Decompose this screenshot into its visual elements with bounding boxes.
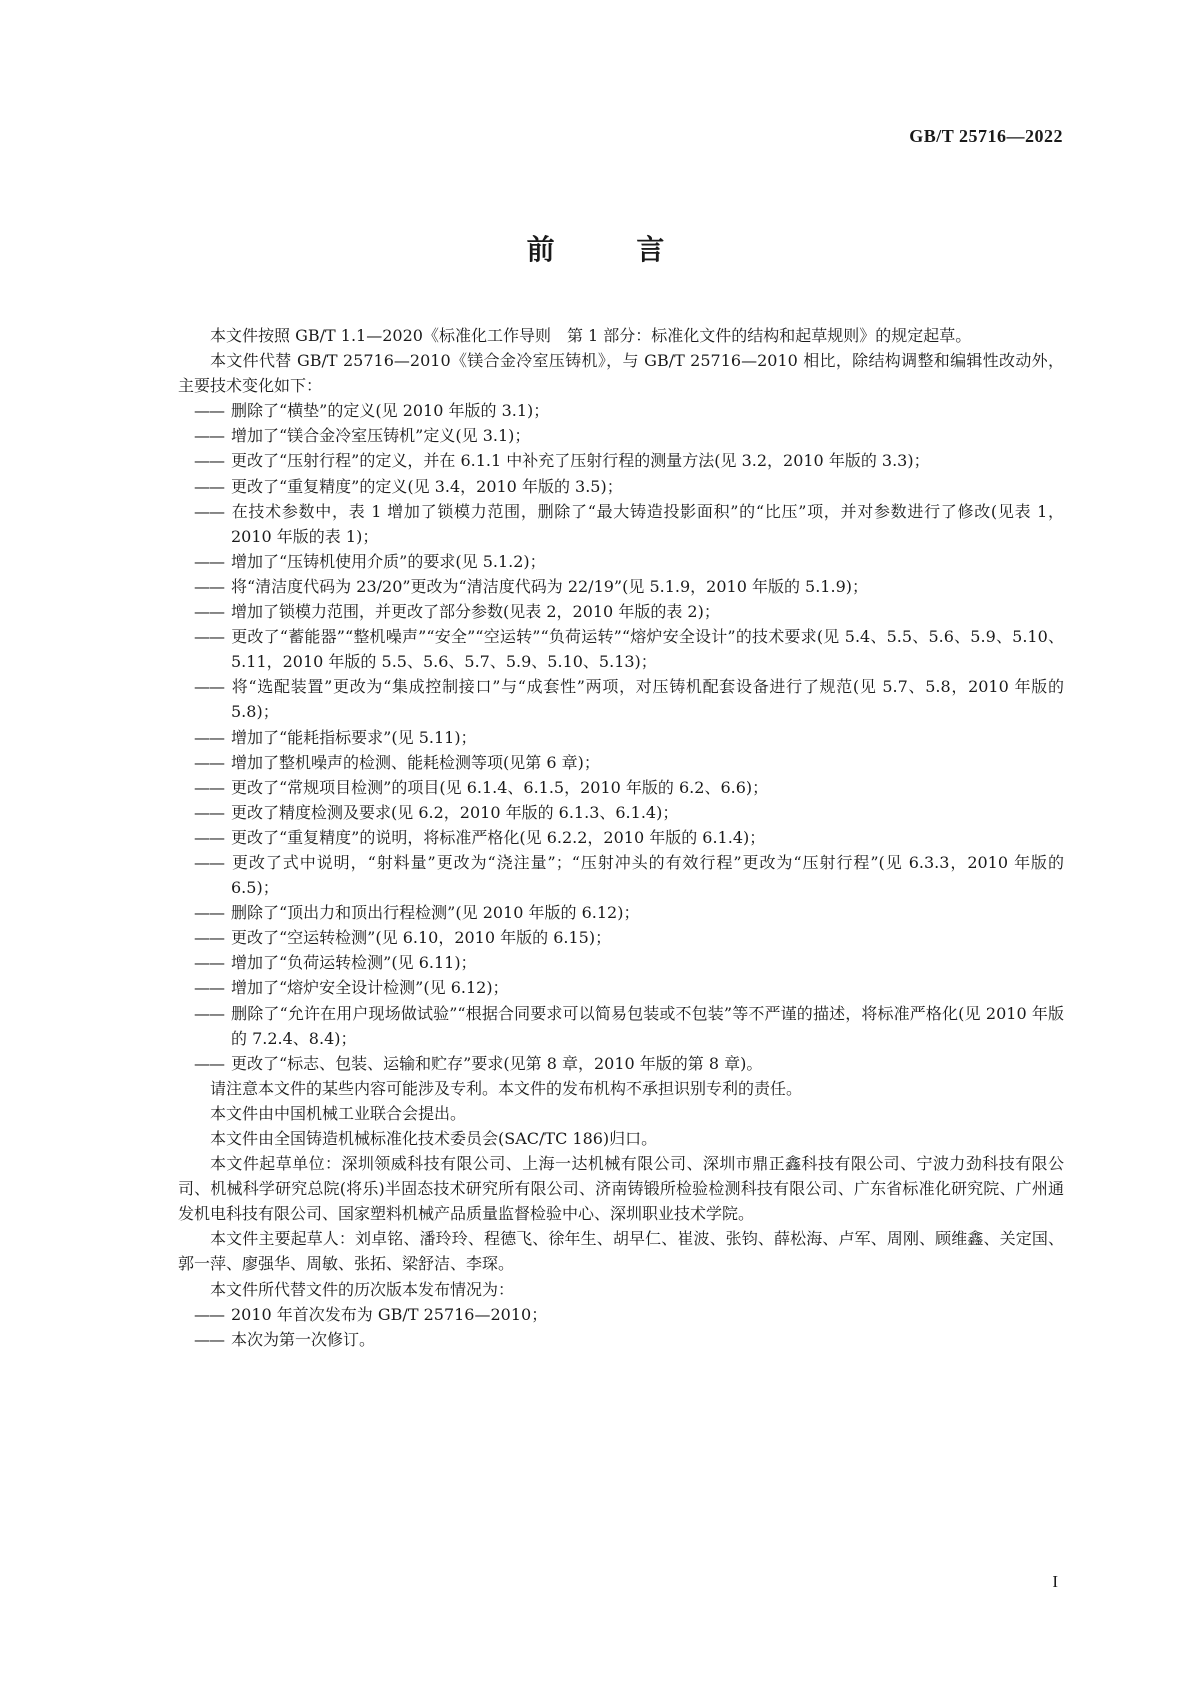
list-item: —— 增加了“熔炉安全设计检测”(见 6.12)； <box>194 975 1064 1000</box>
paragraph: 本文件按照 GB/T 1.1—2020《标准化工作导则 第 1 部分：标准化文件的结构和起草规则》的规定起草。 <box>210 326 972 345</box>
dash-marker: —— <box>194 752 224 772</box>
dash-marker: —— <box>194 1329 224 1349</box>
dash-marker: —— <box>194 1003 224 1023</box>
list-item: —— 更改了“常规项目检测”的项目(见 6.1.4、6.1.5，2010 年版的 6.2、6.6)； <box>194 775 1064 800</box>
list-item: —— 更改了“空运转检测”(见 6.10，2010 年版的 6.15)； <box>194 925 1064 950</box>
list-item: —— 增加了“能耗指标要求”(见 5.11)； <box>194 725 1064 750</box>
list-item: —— 更改了“蓄能器”“整机噪声”“安全”“空运转”“负荷运转”“熔炉安全设计”的技术要求(见 5.4、5.5、5.6、5.9、5.10、5.11，2010 年版的 5.5、5.6、5.7、5.9、5.10、5.13)； <box>194 624 1064 674</box>
paragraph: 本文件所代替文件的历次版本发布情况为： <box>210 1279 515 1299</box>
dash-marker: —— <box>194 627 224 647</box>
paragraph: 请注意本文件的某些内容可能涉及专利。本文件的发布机构不承担识别专利的责任。 <box>210 1078 803 1098</box>
list-item: —— 更改了式中说明，“射料量”更改为“浇注量”；“压射冲头的有效行程”更改为“压射行程”(见 6.3.3，2010 年版的 6.5)； <box>194 850 1064 900</box>
page-number: I <box>1052 1572 1058 1591</box>
dash-marker: —— <box>194 1304 224 1324</box>
list-item: —— 更改了“标志、包装、运输和贮存”要求(见第 8 章，2010 年版的第 8 章)。 <box>194 1051 1064 1076</box>
paragraph: 本文件代替 GB/T 25716—2010《镁合金冷室压铸机》，与 GB/T 25716—2010 相比，除结构调整和编辑性改动外，主要技术变化如下： <box>178 351 1064 396</box>
list-item: —— 本次为第一次修订。 <box>194 1327 1064 1352</box>
list-item: —— 更改了“重复精度”的说明，将标准严格化(见 6.2.2，2010 年版的 6.1.4)； <box>194 825 1064 850</box>
list-item: —— 增加了整机噪声的检测、能耗检测等项(见第 6 章)； <box>194 750 1064 775</box>
dash-marker: —— <box>194 978 224 998</box>
dash-marker: —— <box>194 928 224 948</box>
dash-marker: —— <box>194 1053 224 1073</box>
paragraph: 本文件主要起草人：刘卓铭、潘玲玲、程德飞、徐年生、胡早仁、崔波、张钧、薛松海、卢军、周刚、顾维鑫、关定国、郭一萍、廖强华、周敏、张拓、梁舒洁、李琛。 <box>178 1229 1064 1274</box>
list-item: —— 删除了“允许在用户现场做试验”“根据合同要求可以简易包装或不包装”等不严谨的描述，将标准严格化(见 2010 年版的 7.2.4、8.4)； <box>194 1001 1064 1051</box>
dash-marker: —— <box>194 827 224 847</box>
dash-marker: —— <box>194 551 224 571</box>
dash-marker: —— <box>194 727 224 747</box>
dash-marker: —— <box>194 451 224 471</box>
dash-marker: —— <box>194 953 224 973</box>
list-item: —— 删除了“顶出力和顶出行程检测”(见 2010 年版的 6.12)； <box>194 900 1064 925</box>
paragraph: 本文件由中国机械工业联合会提出。 <box>210 1103 467 1123</box>
dash-marker: —— <box>194 602 224 622</box>
list-item: —— 更改了精度检测及要求(见 6.2，2010 年版的 6.1.3、6.1.4)； <box>194 800 1064 825</box>
page-title: 前 言 <box>526 233 701 266</box>
paragraph: 本文件起草单位：深圳领威科技有限公司、上海一达机械有限公司、深圳市鼎正鑫科技有限公司、宁波力劲科技有限公司、机械科学研究总院(将乐)半固态技术研究所有限公司、济南铸锻所检验检测科技有限公司、广东省标准化研究院、广州通发机电科技有限公司、国家塑料机械产品质量监督检验中心、深圳职业技术学院。 <box>178 1154 1064 1224</box>
list-item: —— 增加了锁模力范围，并更改了部分参数(见表 2，2010 年版的表 2)； <box>194 599 1064 624</box>
dash-marker: —— <box>194 677 224 697</box>
dash-marker: —— <box>194 802 224 822</box>
dash-marker: —— <box>194 576 224 596</box>
dash-marker: —— <box>194 476 224 496</box>
dash-marker: —— <box>194 852 224 872</box>
list-item: —— 增加了“压铸机使用介质”的要求(见 5.1.2)； <box>194 549 1064 574</box>
dash-marker: —— <box>194 903 224 923</box>
list-item: —— 在技术参数中，表 1 增加了锁模力范围，删除了“最大铸造投影面积”的“比压”项，并对参数进行了修改(见表 1，2010 年版的表 1)； <box>194 499 1064 549</box>
changes-list <box>178 398 1064 1076</box>
history-list <box>178 1302 1064 1352</box>
standard-number: GB/T 25716—2022 <box>909 126 1063 146</box>
dash-marker: —— <box>194 401 224 421</box>
paragraph: 本文件由全国铸造机械标准化技术委员会(SAC/TC 186)归口。 <box>210 1129 658 1148</box>
dash-marker: —— <box>194 501 224 521</box>
list-item: —— 将“清洁度代码为 23/20”更改为“清洁度代码为 22/19”(见 5.1.9，2010 年版的 5.1.9)； <box>194 574 1064 599</box>
list-item: —— 更改了“重复精度”的定义(见 3.4，2010 年版的 3.5)； <box>194 474 1064 499</box>
dash-marker: —— <box>194 777 224 797</box>
list-item: —— 将“选配装置”更改为“集成控制接口”与“成套性”两项，对压铸机配套设备进行了规范(见 5.7、5.8，2010 年版的 5.8)； <box>194 674 1064 724</box>
document-body <box>178 323 1064 1352</box>
dash-marker: —— <box>194 426 224 446</box>
list-item: —— 删除了“横垫”的定义(见 2010 年版的 3.1)； <box>194 398 1064 423</box>
list-item: —— 增加了“镁合金冷室压铸机”定义(见 3.1)； <box>194 423 1064 448</box>
list-item: —— 2010 年首次发布为 GB/T 25716—2010； <box>194 1302 1064 1327</box>
list-item: —— 更改了“压射行程”的定义，并在 6.1.1 中补充了压射行程的测量方法(见 3.2，2010 年版的 3.3)； <box>194 448 1064 473</box>
list-item: —— 增加了“负荷运转检测”(见 6.11)； <box>194 950 1064 975</box>
